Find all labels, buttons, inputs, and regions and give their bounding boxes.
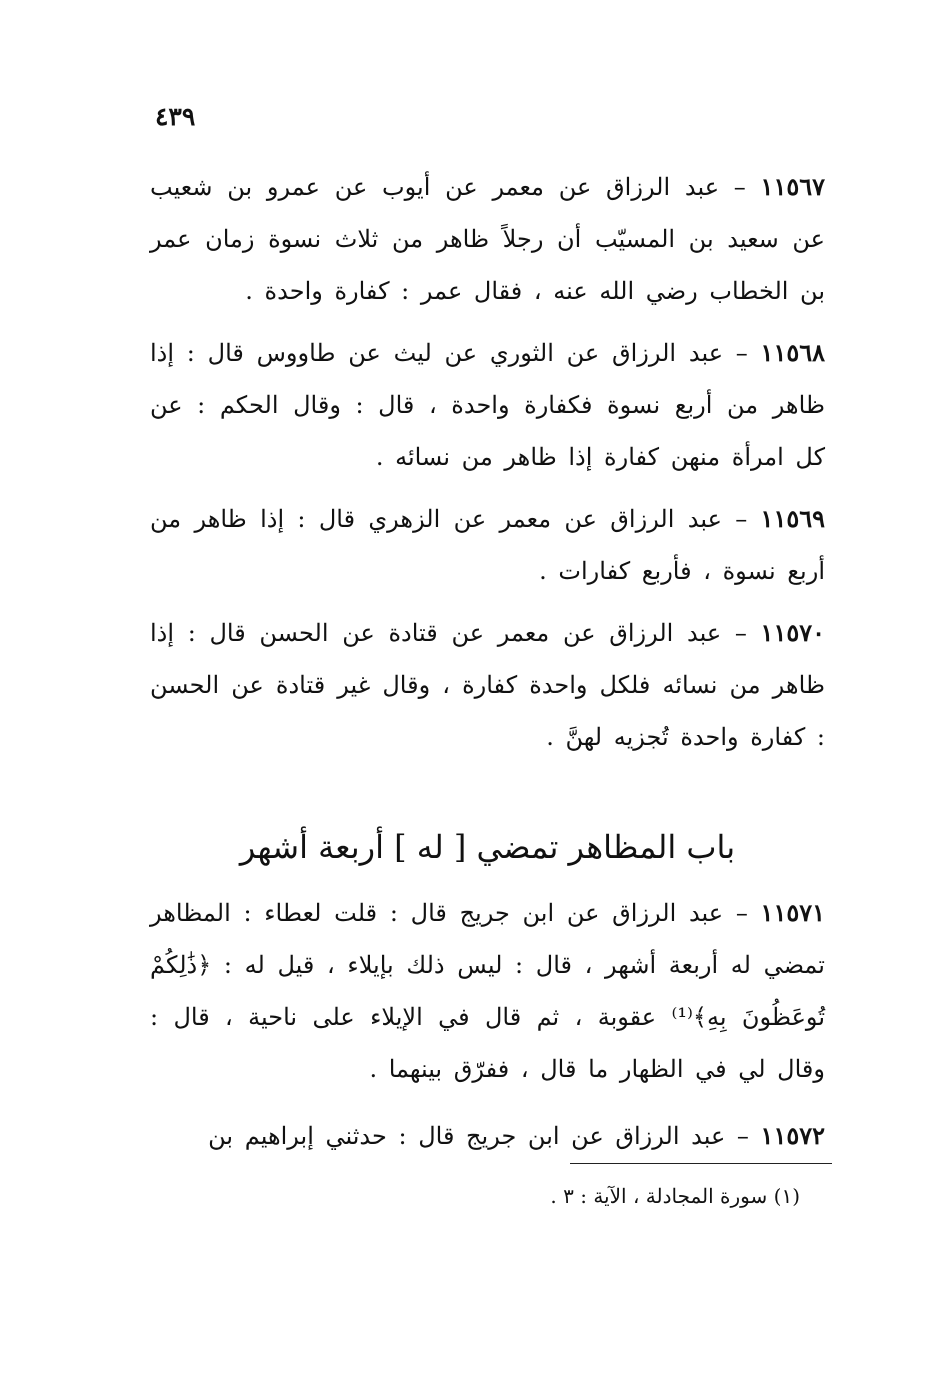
- entry-paragraph: [150, 161, 825, 317]
- hadith-entry-11572: [150, 1110, 825, 1162]
- hadith-entry-11567: [150, 161, 825, 317]
- hadith-entry-11569: [150, 493, 825, 597]
- hadith-entry-11570: [150, 607, 825, 763]
- entry-text: – عبد الرزاق عن معمر عن قتادة عن الحسن قال : إذا ظاهر من نسائه فلكل واحدة كفارة ، وقال غير قتادة عن الحسن : كفارة واحدة تُجزيه لهنَّ .: [150, 619, 825, 751]
- entry-text: – عبد الرزاق عن ابن جريج قال : قلت لعطاء : المظاهر تمضي له أربعة أشهر ، قال : ليس ذلك بإيلاء ، قيل له : ﴿ذَٰلِكُمْ تُوعَظُونَ بِهِ﴾⁽¹⁾ عقوبة ، ثم قال في الإيلاء على ناحية ، قال : وقال لي في الظهار ما قال ، ففرّق بينهما .: [150, 899, 825, 1083]
- entry-paragraph: [150, 607, 825, 763]
- entry-number: ١١٥٧١: [760, 898, 825, 927]
- entry-text: – عبد الرزاق عن معمر عن الزهري قال : إذا ظاهر من أربع نسوة ، فأربع كفارات .: [150, 505, 825, 585]
- footnote: (١) سورة المجادلة ، الآية : ٣ .: [550, 1184, 800, 1208]
- hadith-entry-11568: [150, 327, 825, 483]
- hadith-entry-11571: [150, 887, 825, 1095]
- page-number: ٤٣٩: [155, 102, 196, 131]
- entry-text: – عبد الرزاق عن الثوري عن ليث عن طاووس قال : إذا ظاهر من أربع نسوة فكفارة واحدة ، قال : وقال الحكم : عن كل امرأة منهن كفارة إذا ظاهر من نسائه .: [150, 339, 825, 471]
- entry-number: ١١٥٧٠: [760, 618, 825, 647]
- entry-number: ١١٥٦٩: [760, 504, 825, 533]
- chapter-title: باب المظاهر تمضي [ له ] أربعة أشهر: [239, 828, 736, 866]
- footnote-divider: [570, 1163, 832, 1164]
- entry-text: – عبد الرزاق عن معمر عن أيوب عن عمرو بن شعيب عن سعيد بن المسيّب أن رجلاً ظاهر من ثلاث نسوة زمان عمر بن الخطاب رضي الله عنه ، فقال عمر : كفارة واحدة .: [150, 173, 825, 305]
- entry-text: – عبد الرزاق عن ابن جريج قال : حدثني إبراهيم بن: [208, 1122, 761, 1150]
- entry-number: ١١٥٧٢: [760, 1121, 825, 1150]
- entry-paragraph: [150, 1110, 825, 1162]
- entry-number: ١١٥٦٨: [760, 338, 825, 367]
- entry-number: ١١٥٦٧: [760, 172, 825, 201]
- entry-paragraph: [150, 327, 825, 483]
- entry-paragraph: [150, 493, 825, 597]
- entry-paragraph: [150, 887, 825, 1095]
